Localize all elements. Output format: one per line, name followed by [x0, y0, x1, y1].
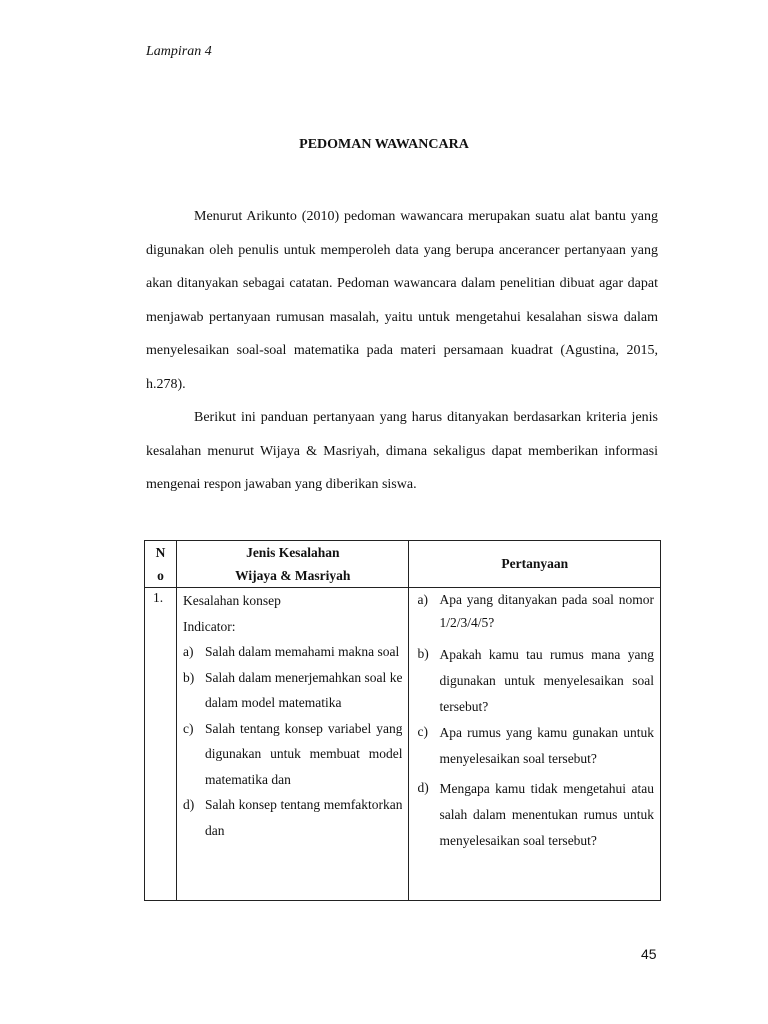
header-pertanyaan: Pertanyaan [409, 541, 661, 588]
question-item: d) Mengapa kamu tidak mengetahui atau salah dalam menentukan rumus untuk menyelesaikan soal tersebut? [417, 780, 654, 848]
table-header-row [145, 541, 661, 588]
question-item: b) Apakah kamu tau rumus mana yang digunakan untuk menyelesaikan soal tersebut? [417, 646, 654, 714]
table-row [145, 588, 661, 901]
page-title: PEDOMAN WAWANCARA [299, 137, 469, 152]
error-type-title: Kesalahan konsep [183, 593, 281, 608]
row-number: 1. [145, 588, 177, 901]
indicator-item: b) Salah dalam menerjemahkan soal ke dalam model matematika [183, 669, 403, 710]
error-type-content [183, 588, 402, 900]
paragraph-2: Berikut ini panduan pertanyaan yang harus ditanyakan berdasarkan kriteria jenis kesalahan menurut Wijaya & Masriyah, dimana sekaligus dapat memberikan informasi mengenai respon jawaban yang diberikan siswa. [146, 410, 658, 492]
body-text [146, 200, 658, 502]
indicator-item: c) Salah tentang konsep variabel yang digunakan untuk membuat model matematika dan [183, 720, 403, 787]
question-item: c) Apa rumus yang kamu gunakan untuk menyelesaikan soal tersebut? [417, 724, 654, 766]
interview-guide-table [144, 540, 661, 901]
questions-cell [409, 588, 661, 901]
paragraph-1: Menurut Arikunto (2010) pedoman wawancara merupakan suatu alat bantu yang digunakan oleh penulis untuk memperoleh data yang berupa ancerancer pertanyaan yang akan ditanyakan sebagai catatan. Pedoman wawancara dalam penelitian dibuat agar dapat menjawab pertanyaan rumusan masalah, yaitu untuk mengetahui kesalahan siswa dalam menyelesaikan soal-soal matematika pada materi persamaan kuadrat (Agustina, 2015, h.278). [146, 209, 658, 392]
header-no: N o [145, 541, 177, 588]
error-type-cell [177, 588, 409, 901]
page-number: 45 [641, 946, 657, 962]
appendix-label: Lampiran 4 [146, 44, 212, 59]
indicator-item: a) Salah dalam memahami makna soal [183, 644, 400, 659]
indicator-item: d) Salah konsep tentang memfaktorkan dan [183, 797, 403, 838]
indicator-label: Indicator: [183, 618, 236, 634]
question-item: a) Apa yang ditanyakan pada soal nomor 1/2/3/4/5? [417, 592, 654, 630]
header-jenis-kesalahan: Jenis Kesalahan Wijaya & Masriyah [177, 541, 409, 588]
